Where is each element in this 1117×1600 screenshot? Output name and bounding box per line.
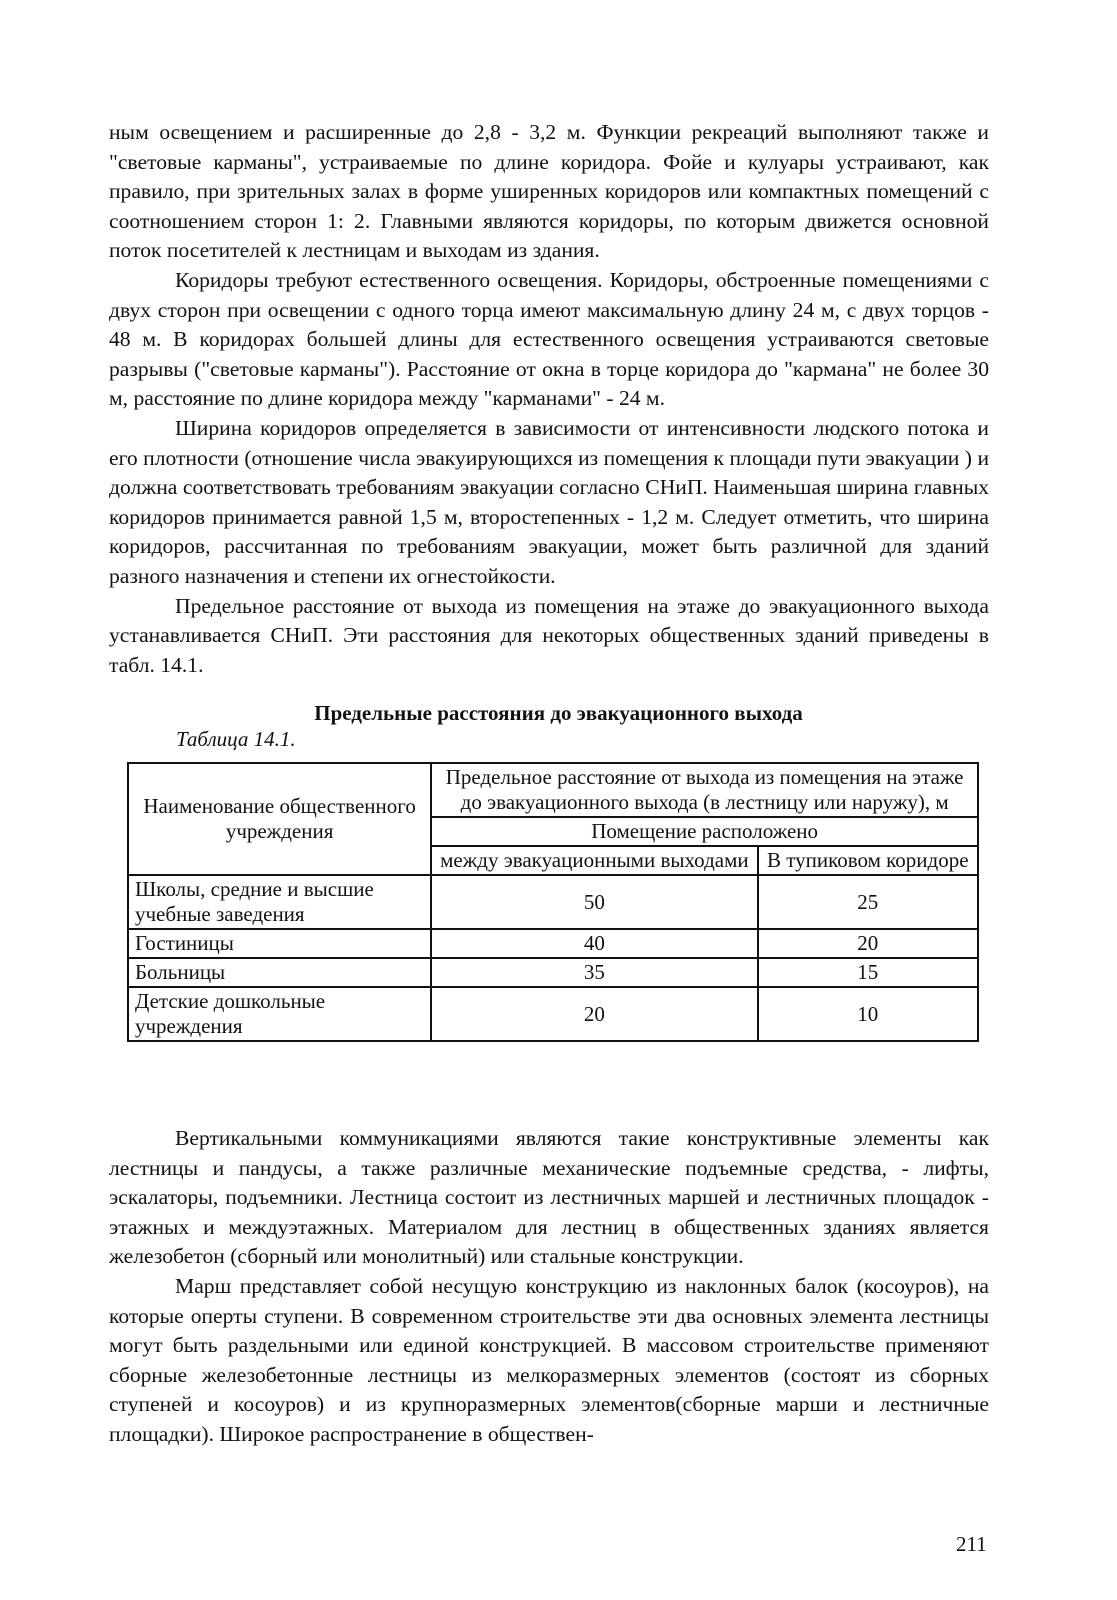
text-block-top [109,118,989,680]
header-institution-name: Наименование общественного учреждения [128,763,431,875]
dead-end-value: 20 [758,929,979,958]
paragraph: ным освещением и расширенные до 2,8 - 3,2 м. Функции рекреаций выполняют также и "световые карманы", устраиваемые по длине коридора. Фойе и кулуары устраивают, как правило, при зрительных залах в форме уширенных коридоров или компактных помещений с соотношением сторон 1: 2. Главными являются коридоры, по которым движется основной поток посетителей к лестницам и выходам из здания. [109,120,989,263]
institution-name-cell: Больницы [128,958,431,987]
institution-name-cell: Школы, средние и высшие учебные заведения [128,875,431,929]
evacuation-distance-table [127,762,979,1042]
table-row [128,929,978,958]
text-block-bottom [109,1124,989,1450]
institution-name-cell: Гостиницы [128,929,431,958]
paragraph: Вертикальными коммуникациями являются такие конструктивные элементы как лестницы и пандусы, а также различные механические подъемные средства, - лифты, эскалаторы, подъемники. Лестница состоит из лестничных маршей и лестничных площадок - этажных и междуэтажных. Материалом для лестниц в общественных зданиях является железобетон (сборный или монолитный) или стальные конструкции. [109,1126,989,1269]
page-number: 211 [956,1532,987,1556]
header-distance-limit: Предельное расстояние от выхода из помещения на этаже до эвакуационного выхода (в лестницу или наружу), м [431,763,978,817]
between-exits-value: 50 [431,875,757,929]
table-title: Предельные расстояния до эвакуационного выхода [314,701,803,725]
between-exits-value: 40 [431,929,757,958]
paragraph: Коридоры требуют естественного освещения. Коридоры, обстроенные помещениями с двух сторон при освещении с одного торца имеют максимальную длину 24 м, с двух торцов - 48 м. В коридорах большей длины для естественного освещения устраиваются световые разрывы ("световые карманы"). Расстояние от окна в торце коридора до "кармана" не более 30 м, расстояние по длине коридора между "карманами" - 24 м. [109,267,989,411]
header-dead-end-corridor: В тупиковом коридоре [758,846,979,875]
paragraph: Марш представляет собой несущую конструкцию из наклонных балок (косоуров), на которые оперты ступени. В современном строительстве эти два основных элемента лестницы могут быть раздельными или единой конструкцией. В массовом строительстве применяют сборные железобетонные лестницы из мелкоразмерных элементов (состоят из сборных ступеней и косоуров) и из крупноразмерных элементов(сборные марши и лестничные площадки). Широкое распространение в обществен- [109,1273,989,1446]
paragraph: Ширина коридоров определяется в зависимости от интенсивности людского потока и его плотности (отношение числа эвакуирующихся из помещения к площади пути эвакуации ) и должна соответствовать требованиям эвакуации согласно СНиП. Наименьшая ширина главных коридоров принимается равной 1,5 м, второстепенных - 1,2 м. Следует отметить, что ширина коридоров, рассчитанная по требованиям эвакуации, может быть различной для зданий разного назначения и степени их огнестойкости. [109,415,989,588]
table-row [128,875,978,929]
dead-end-value: 10 [758,987,979,1041]
table-row [128,958,978,987]
dead-end-value: 25 [758,875,979,929]
between-exits-value: 20 [431,987,757,1041]
header-between-exits: между эвакуационными выходами [431,846,757,875]
between-exits-value: 35 [431,958,757,987]
header-room-location: Помещение расположено [431,817,978,846]
table-caption: Таблица 14.1. [176,727,296,751]
paragraph: Предельное расстояние от выхода из помещения на этаже до эвакуационного выхода устанавливается СНиП. Эти расстояния для некоторых общественных зданий приведены в табл. 14.1. [109,593,989,677]
table-row [128,987,978,1041]
dead-end-value: 15 [758,958,979,987]
institution-name-cell: Детские дошкольные учреждения [128,987,431,1041]
